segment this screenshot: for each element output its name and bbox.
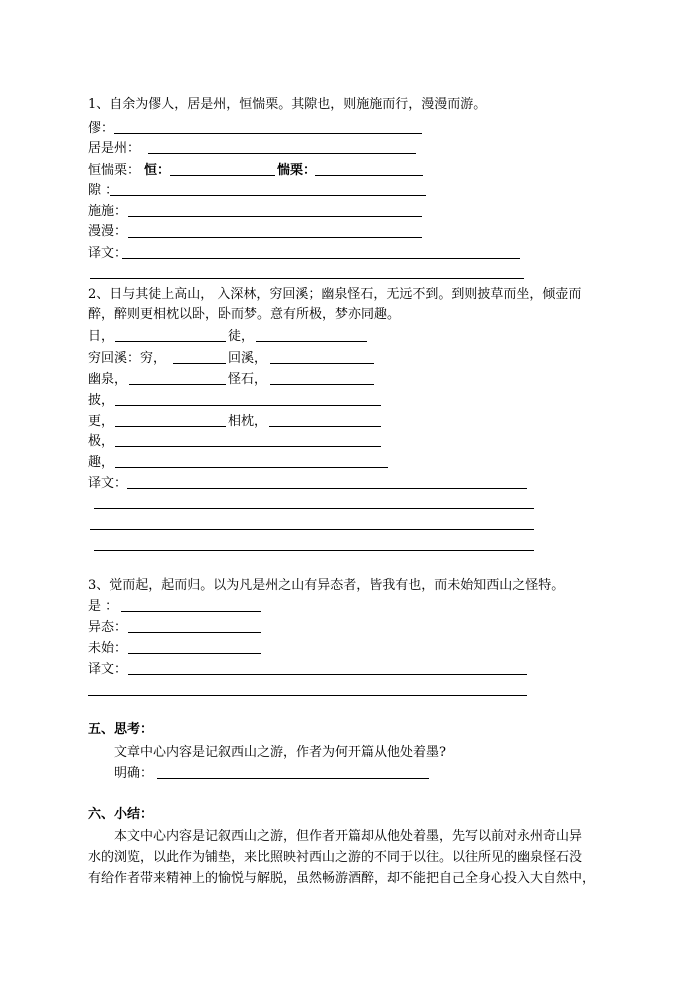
section-6-heading: 六、小结： [88,807,154,822]
q1-label-jushizhou: 居是州： [88,141,141,156]
q2-label-huixi: 回溪， [228,351,268,366]
q2-label-qu: 趣， [88,455,115,470]
q2-label-geng: 更， [88,414,115,429]
q3-label-yiwen: 译文： [88,662,128,677]
q2-label-qiong: 穷回溪：穷， [88,351,167,366]
q2-label-xiangzhen: 相枕， [228,414,268,429]
summary-line-2: 水的浏览，以此作为铺垫，来比照映衬西山之游的不同于以往。以往所见的幽泉怪石没 [88,850,583,865]
summary-line-3: 有给作者带来精神上的愉悦与解脱，虽然畅游酒醉，却不能把自己全身心投入大自然中， [88,871,596,886]
q2-translation-line[interactable] [127,488,527,489]
q3-answer-line[interactable] [128,632,261,633]
q1-label-manman: 漫漫： [88,224,128,239]
q1-label-hengzhuili: 恒惴栗： [88,163,141,178]
q2-translation-line[interactable] [94,550,534,551]
thinking-question: 文章中心内容是记叙西山之游，作者为何开篇从他处着墨? [114,745,446,760]
q1-answer-line[interactable] [315,175,423,176]
q2-answer-line[interactable] [256,341,367,342]
q3-translation-line[interactable] [88,695,527,696]
q2-answer-line[interactable] [115,405,381,406]
q2-answer-line[interactable] [173,363,226,364]
q1-answer-line[interactable] [110,195,426,196]
q1-label-lu: 僇： [88,121,115,136]
q3-prompt: 3、觉而起，起而归。以为凡是州之山有异态者，皆我有也，而未始知西山之怪特。 [88,578,565,593]
q2-label-guaishi: 怪石， [228,372,268,387]
q1-translation-line[interactable] [122,258,520,259]
q1-label-heng: 恒： [144,163,171,178]
q1-label-xi: 隙 ： [88,183,119,198]
q2-answer-line[interactable] [115,467,388,468]
q2-translation-line[interactable] [90,529,534,530]
q1-translation-line[interactable] [90,278,524,279]
q1-label-yiwen: 译文： [88,246,128,261]
q2-answer-line[interactable] [115,446,381,447]
q1-prompt: 1、自余为僇人，居是州，恒惴栗。其隙也，则施施而行，漫漫而游。 [88,97,487,112]
q3-translation-line[interactable] [128,674,527,675]
answer-label: 明确： [114,766,154,781]
q2-label-pi: 披， [88,393,115,408]
q2-answer-line[interactable] [129,384,226,385]
q1-answer-line[interactable] [128,216,422,217]
q2-label-tu: 徒， [228,329,255,344]
q2-prompt-line1: 2、日与其徒上高山， 入深林，穷回溪；幽泉怪石，无远不到。到则披草而坐，倾壶而 [88,287,582,302]
q2-answer-line[interactable] [115,341,226,342]
q2-label-ji: 极， [88,434,115,449]
summary-line-1: 本文中心内容是记叙西山之游，但作者开篇却从他处着墨，先写以前对永州奇山异 [114,829,583,844]
q1-label-shishi: 施施： [88,204,128,219]
q2-answer-line[interactable] [270,384,374,385]
q2-prompt-line2: 醉，醉则更相枕以卧，卧而梦。意有所极，梦亦同趣。 [88,307,401,322]
q2-answer-line[interactable] [270,363,374,364]
q2-answer-line[interactable] [115,426,226,427]
section-5-heading: 五、思考： [88,722,154,737]
q3-answer-line[interactable] [121,611,261,612]
q1-answer-line[interactable] [148,153,416,154]
answer-line[interactable] [157,778,429,779]
q3-label-shi: 是 ： [88,599,119,614]
q2-answer-line[interactable] [269,426,381,427]
q3-label-yitai: 异态： [88,620,128,635]
q1-answer-line[interactable] [114,133,422,134]
q2-label-ri: 日， [88,329,115,344]
q2-label-youquan: 幽泉， [88,372,128,387]
q1-answer-line[interactable] [128,237,422,238]
q2-label-yiwen: 译文： [88,476,128,491]
q2-translation-line[interactable] [94,508,534,509]
q1-answer-line[interactable] [170,175,275,176]
q1-label-zhuili: 惴栗： [277,163,317,178]
q3-label-weishi: 未始： [88,641,128,656]
q3-answer-line[interactable] [128,653,261,654]
